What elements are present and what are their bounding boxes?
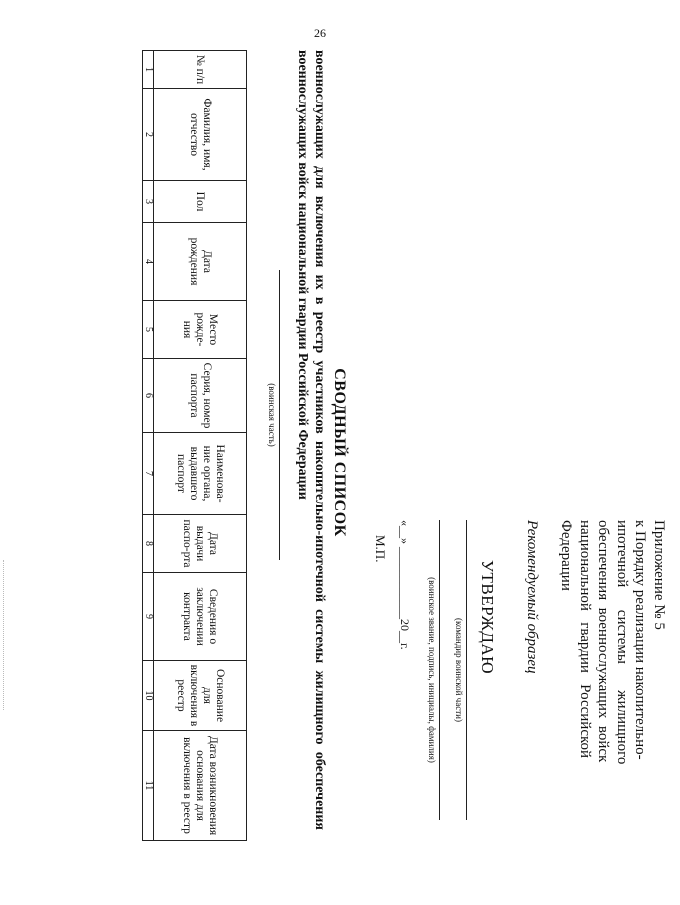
column-number: 8: [143, 515, 154, 573]
column-header: Дата возникновения основания для включения в реестр: [154, 731, 247, 841]
document-subtitle: военнослужащих для включения их в реестр участников накопительно-ипотечной системы жилищного обеспечения военнослужащих войск национальной гвардии Российской Федерации: [295, 50, 327, 830]
column-number: 9: [143, 573, 154, 661]
appendix-line: обеспечения военнослужащих войск: [595, 520, 612, 763]
approve-label: УТВЕРЖДАЮ: [478, 560, 497, 675]
column-header: Дата выдачи паспо-рта: [154, 515, 247, 573]
details-caption: (воинское звание, подпись, инициалы, фамилия): [427, 577, 437, 763]
page-number: 26: [314, 26, 326, 40]
column-header: Пол: [154, 181, 247, 223]
column-header: Основание для включения в реестр: [154, 661, 247, 731]
sample-label: Рекомендуемый образец: [524, 520, 540, 674]
scan-edge: [3, 560, 5, 710]
appendix-line: Федерации: [558, 520, 575, 591]
column-header: Серия, номер паспорта: [154, 359, 247, 433]
column-number: 7: [143, 433, 154, 515]
column-number: 2: [143, 89, 154, 181]
stamp-label: М.П.: [373, 535, 388, 563]
commander-caption: (командир воинской части): [454, 618, 464, 722]
column-number: 10: [143, 661, 154, 731]
commander-line: [466, 520, 467, 820]
column-number: 4: [143, 223, 154, 301]
column-number: 1: [143, 51, 154, 89]
appendix-line: национальной гвардии Российской: [577, 520, 593, 759]
column-number: 3: [143, 181, 154, 223]
column-number: 6: [143, 359, 154, 433]
military-unit-caption: (воинская часть): [267, 383, 277, 447]
appendix-header: [557, 520, 668, 820]
column-header: Наименова-ние органа, выдавшего паспорт: [154, 433, 247, 515]
document-title: СВОДНЫЙ СПИСОК: [331, 368, 348, 537]
table-header-row: [154, 51, 247, 841]
column-number-row: [143, 51, 154, 841]
column-header: № п/п: [154, 51, 247, 89]
details-line: [439, 520, 440, 820]
appendix-line: к Порядку реализации накопительно-: [632, 520, 649, 760]
column-header: Фамилия, имя, отчество: [154, 89, 247, 181]
column-header: Дата рождения: [154, 223, 247, 301]
appendix-line: Приложение № 5: [651, 520, 667, 630]
column-number: 5: [143, 301, 154, 359]
military-unit-line: [279, 270, 280, 560]
date-line: «__» ____________20__г.: [398, 520, 412, 650]
column-header: Сведения о заключении контракта: [154, 573, 247, 661]
registry-table: [142, 50, 247, 841]
column-number: 11: [143, 731, 154, 841]
appendix-line: ипотечной системы жилищного: [614, 520, 630, 765]
column-header: Место рожде-ния: [154, 301, 247, 359]
document-body: [100, 40, 680, 865]
